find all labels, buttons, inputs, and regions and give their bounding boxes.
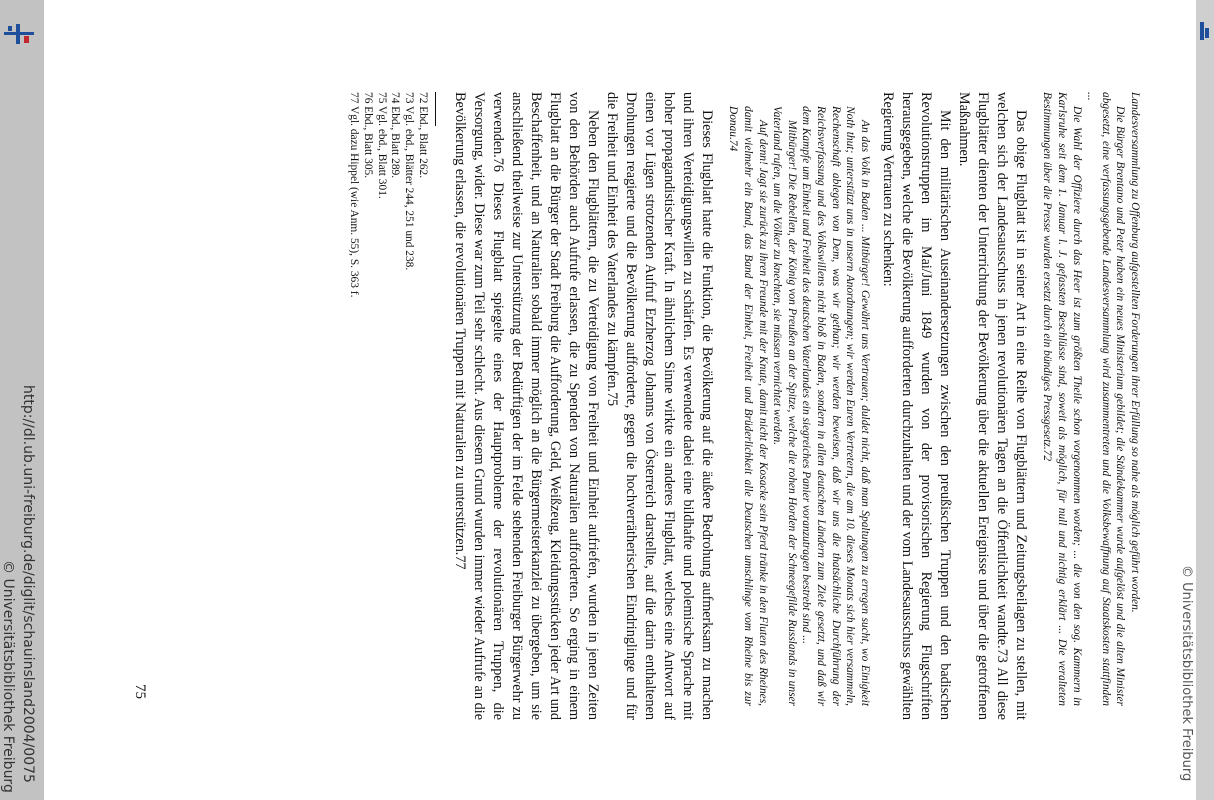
body-paragraph: Das obige Flugblatt ist in seiner Art in eine Reihe von Flugblättern und Zeitungsbeilagen zu stellen, mit welchen sich der Landesausschuss in jenen revolutionären Tagen an die Öffentlichkeit wandte.73 All diese Flugblätter dienten der Unterrichtung der Bevölkerung über die aktuellen Ereignisse und über die getroffenen Maßnahmen.	[955, 92, 1029, 720]
footnote: 72 Ebd., Blatt 262.	[416, 92, 429, 179]
body-paragraph: Mit den militärischen Auseinandersetzungen zwischen den preußischen Truppen und den badischen Revolutionstruppen im Mai/Juni 1849 wurden von der provisorischen Regierung Flugschriften herausgegeben, welche die Bevölkerung aufforderten durchzuhalten und der vom Landesausschuss gewählten Regierung Vertrauen zu schenken:	[879, 92, 953, 720]
source-url[interactable]: http://dl.ub.uni-freiburg.de/diglit/schauinsland2004/0075	[20, 385, 36, 783]
top-copyright: © Universitätsbibliothek Freiburg	[1179, 565, 1194, 782]
quote-para: Die Bürger Brentano und Peter haben ein neues Ministerium gebildet; die Ständekammer wurde aufgelöst und die alten Minister abgesetzt, eine verfassungsgebende Landesversammlung wird zusammentreten und die Volksbewaffnung auf Staatskosten stattfinden ...	[1085, 92, 1127, 706]
footnote: 74 Ebd., Blatt 289.	[389, 92, 402, 179]
footnote: 76 Ebd., Blatt 305.	[361, 92, 374, 179]
quote-para: Die Wahl der Offiziere durch das Heer ist zum größten Theile schon vorgenommen worden; ... die von den sog. Kammern in Karlsruhe seit dem 1. Januar l. J. gefassten Beschlüsse sind, soweit als möglich, für null und nichtig erklärt ... Die veralteten Bestimmungen über die Presse wurden ersetzt durch ein bündiges Pressgesetz.72	[1041, 92, 1083, 706]
copyright-text: © Universitätsbibliothek Freiburg	[0, 560, 16, 793]
quote-para: Auf denn! Jagt sie zurück zu ihren Freunde mit der Knute, damit nicht der Kosacke sein Pferd tränke in den Fluten des Rheines, damit vielmehr ein Band, das Band der Einheit, Freiheit und Brüderlichkeit alle Deutschen umschlinge vom Rheine bis zur Donau.74	[727, 106, 769, 706]
viewer-right-margin	[1196, 0, 1214, 800]
quote-para: An das Volk in Baden ... Mitbürger! Gewährt uns Vertrauen; duldet nicht, daß man Spaltungen zu erregen sucht, wo Einigkeit Noth thut; unterstützt uns in unsern Anordnungen; wir werden Euren Vertretern, die am 10. dieses Monats sich hier versammeln, Rechenschaft ablegen von Dem, was wir gethan; wir werden beweisen, daß wir uns die thatsächliche Durchführung der Reichsverfassung und des Volkswillens nicht bloß in Baden, sondern in allen deutschen Ländern zum Ziele gesetzt, und daß wir dem Kampfe um Einheit und Freiheit des deutschen Vaterlandes ein siegreiches Panier voranzutragen bestrebt sind ...	[800, 106, 871, 706]
page-number: 75	[132, 684, 148, 699]
footnote: 73 Vgl. ebd., Blätter 244, 251 und 238.	[403, 92, 416, 271]
body-paragraph: Dieses Flugblatt hatte die Funktion, die Bevölkerung auf die äußere Bedrohung aufmerksam zu machen und ihren Verteidigungswillen zu schärfen. Es verwendete dabei eine bildhafte und polemische Sprache mit hoher propagandistischer Kraft. In ähnlichem Sinne wirkte ein anderes Flugblatt, welches eine Antwort auf einen vor Lügen strotzenden Aufruf Erzherzog Johanns von Österreich darstellte, auf die darin enthaltenen Drohungen reagierte und die Bevölkerung aufforderte, gegen die hochverrätherischen Eindringlinge und für die Freiheit und Einheit des Vaterlandes zu kämpfen.75	[603, 92, 715, 720]
quote-cont-line: Landesversammlung zu Offenburg aufgestellten Forderungen ihrer Erfüllung so nahe als möglich geführt worden.	[1129, 92, 1141, 613]
body-paragraph: Neben den Flugblättern, die zu Verteidigung von Freiheit und Einheit aufriefen, wurden in jenen Zeiten von den Behörden auch Aufrufe erlassen, die zu Spenden von Naturalien aufforderten. So erging in einem Flugblatt an die Bürger der Stadt Freiburg die Aufforderung, Geld, Weißzeug, Kleidungsstücken jeder Art und Beschaffenheit, und an Naturalien sobald immer möglich an die Bürgermeisterkanzlei zu übergeben, um sie anschließend theilweise zur Unterstützung der Bedürftigen der im Felde stehenden Freiburger Bürgerwehr zu verwenden.76 Dieses Flugblatt spiegelte eines der Hauptprobleme der revolutionären Truppen, die Versorgung, wider. Diese war zum Teil sehr schlecht. Aus diesem Grund wurden immer wieder Aufrufe an die Bevölkerung erlassen, die revolutionären Truppen mit Naturalien zu unterstützen.77	[451, 92, 601, 720]
quote-para: Mitbürger! Die Rebellen, der König von Preußen an der Spitze, welche die rohen Horden der Schneegefilde Russlands in unser Vaterland rufen, um die Völker zu knechten, sie müssen vernichtet werden.	[771, 106, 798, 706]
ub-logo-right-icon	[1198, 20, 1210, 42]
footnote: 77 Vgl. dazu Hippel (wie Anm. 55), S. 363 f.	[347, 92, 360, 298]
footnote: 75 Vgl. ebd., Blatt 301.	[375, 92, 388, 199]
